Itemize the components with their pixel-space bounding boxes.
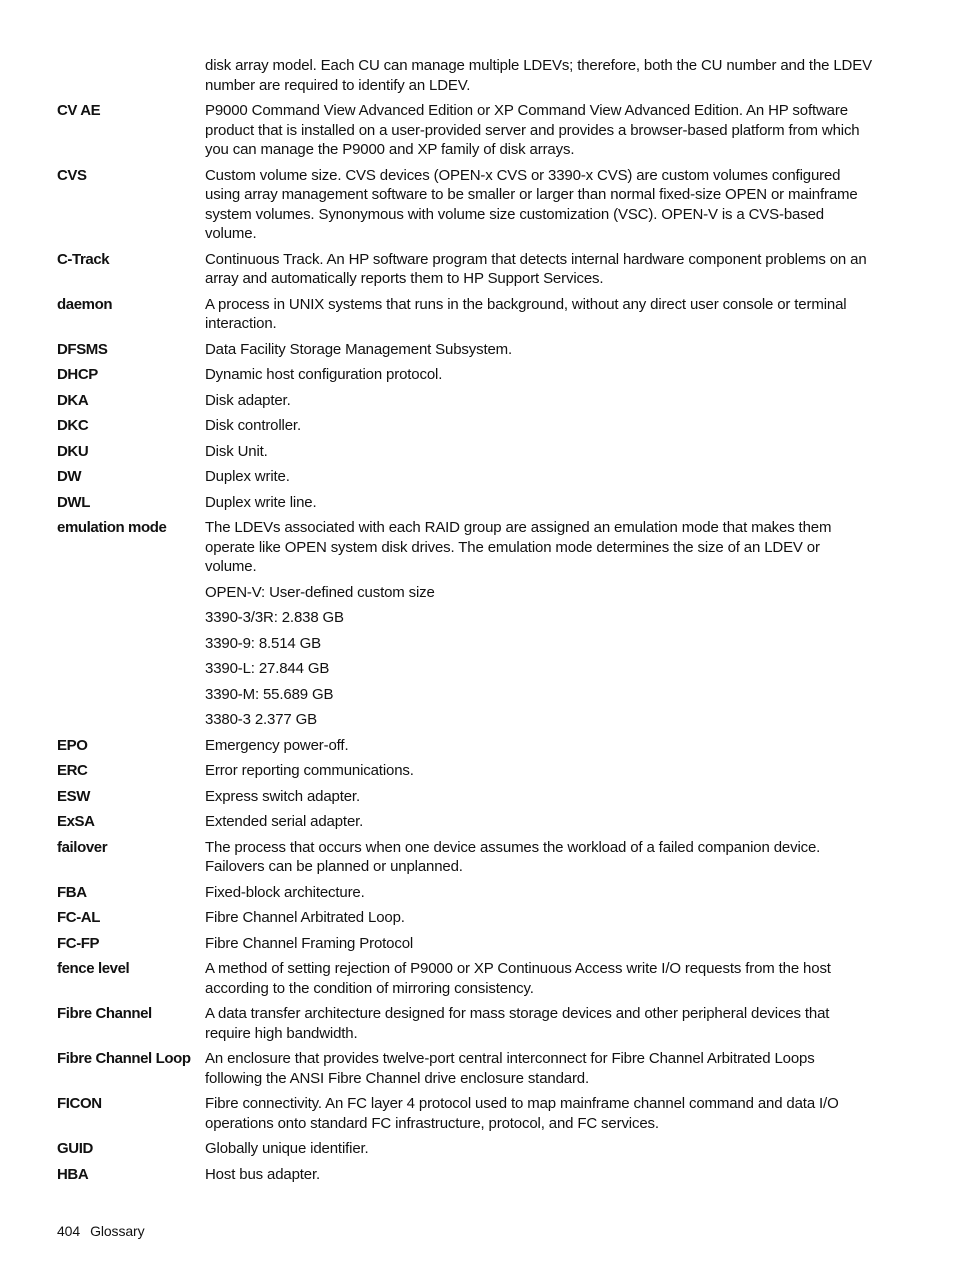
glossary-definition-block <box>205 467 872 487</box>
glossary-definition: Fixed-block architecture. <box>205 883 365 901</box>
glossary-term: DFSMS <box>57 340 108 358</box>
glossary-term: FBA <box>57 883 87 901</box>
glossary-entry <box>57 101 872 160</box>
glossary-entry <box>57 787 872 807</box>
glossary-definition: disk array model. Each CU can manage multiple LDEVs; therefore, both the CU number and the LDEV number are required to identify an LDEV. <box>205 57 872 94</box>
glossary-definition: Dynamic host configuration protocol. <box>205 366 443 383</box>
glossary-definition-block <box>205 908 872 928</box>
glossary-entry <box>57 166 872 244</box>
glossary-entry <box>57 518 872 730</box>
glossary-definition: Fibre Channel Framing Protocol <box>205 934 414 952</box>
glossary-definition: 3390-L: 27.844 GB <box>205 660 330 677</box>
glossary-entry <box>57 365 872 385</box>
glossary-entry <box>57 883 872 903</box>
glossary-definition-block <box>205 250 872 289</box>
glossary-definition: Disk Unit. <box>205 442 268 460</box>
glossary-entry <box>57 908 872 928</box>
glossary-definition-block <box>205 1094 872 1133</box>
glossary-term: DW <box>57 468 82 485</box>
glossary-entry <box>57 959 872 998</box>
glossary-definition-block <box>205 1049 872 1088</box>
glossary-definition: 3390-M: 55.689 GB <box>205 685 334 703</box>
glossary-definition-block <box>205 365 872 385</box>
glossary-definition: 3390-3/3R: 2.838 GB <box>205 609 344 626</box>
glossary-definition: Custom volume size. CVS devices (OPEN-x CVS or 3390-x CVS) are custom volumes configured using array management software to be smaller or larger than normal fixed-size OPEN or mainframe system volumes. Synonymous with volume size customization (VSC). OPEN-V is a CVS-based volume. <box>205 166 858 242</box>
glossary-definition-block <box>205 518 872 730</box>
glossary-definition-block <box>205 166 872 244</box>
glossary-definition: Fibre Channel Arbitrated Loop. <box>205 909 405 926</box>
glossary-term: ESW <box>57 787 90 805</box>
glossary-definition-block <box>205 1139 872 1159</box>
page-number: 404 <box>57 1223 81 1239</box>
glossary-entry <box>57 416 872 436</box>
glossary-term: FC-FP <box>57 934 100 952</box>
glossary-term: ExSA <box>57 813 95 830</box>
glossary-entry <box>57 1139 872 1159</box>
glossary-definition-block <box>205 883 872 903</box>
glossary-definition: Host bus adapter. <box>205 1165 321 1183</box>
glossary-entry <box>57 1094 872 1133</box>
glossary-term: FC-AL <box>57 909 100 926</box>
glossary-definition: The process that occurs when one device assumes the workload of a failed companion device. Failovers can be planned or unplanned. <box>205 838 821 875</box>
glossary-term: emulation mode <box>57 519 167 536</box>
glossary-entry <box>57 736 872 756</box>
glossary-definition-block <box>205 761 872 781</box>
glossary-term: DKU <box>57 442 89 460</box>
glossary-term: daemon <box>57 295 113 313</box>
glossary-definition-block <box>205 56 872 95</box>
glossary-entry <box>57 340 872 360</box>
glossary-definition-block <box>205 493 872 513</box>
glossary-entry <box>57 1165 872 1185</box>
glossary-definition-block <box>205 391 872 411</box>
glossary-term: Fibre Channel <box>57 1005 152 1022</box>
glossary-term: EPO <box>57 736 88 754</box>
glossary-definition: Data Facility Storage Management Subsystem. <box>205 340 513 358</box>
footer-section-title: Glossary <box>90 1223 145 1239</box>
glossary-entry <box>57 1049 872 1088</box>
glossary-definition: Disk adapter. <box>205 391 291 409</box>
glossary-entry <box>57 838 872 877</box>
glossary-definition-block <box>205 959 872 998</box>
glossary-term: DHCP <box>57 366 98 383</box>
glossary-entry <box>57 812 872 832</box>
glossary-entry <box>57 391 872 411</box>
glossary-definition-block <box>205 416 872 436</box>
glossary-entry <box>57 467 872 487</box>
glossary-definition-block <box>205 442 872 462</box>
glossary-definition: A method of setting rejection of P9000 or XP Continuous Access write I/O requests from the host according to the condition of mirroring consistency. <box>205 960 831 997</box>
glossary-definition: P9000 Command View Advanced Edition or XP Command View Advanced Edition. An HP software product that is installed on a user-provided server and provides a browser-based platform from which you can manage the P9000 and XP family of disk arrays. <box>205 102 860 158</box>
glossary-definition-block <box>205 101 872 160</box>
glossary-term <box>57 56 205 76</box>
glossary-term: fence level <box>57 960 130 977</box>
glossary-term: DKC <box>57 417 89 434</box>
glossary-definition-block <box>205 295 872 334</box>
glossary-definition: Duplex write. <box>205 468 290 485</box>
glossary-definition-block <box>205 1004 872 1043</box>
glossary-definition-block <box>205 934 872 954</box>
glossary-term: C-Track <box>57 250 110 268</box>
glossary-entry <box>57 56 872 95</box>
glossary-term: DKA <box>57 391 89 409</box>
page-footer <box>57 1222 145 1240</box>
glossary-term: CVS <box>57 166 87 184</box>
glossary-term: GUID <box>57 1140 93 1157</box>
glossary-definition-block <box>205 812 872 832</box>
glossary-definition-block <box>205 838 872 877</box>
glossary-term: CV AE <box>57 102 101 119</box>
glossary-term: ERC <box>57 762 88 779</box>
glossary-list <box>57 56 872 1190</box>
glossary-entry <box>57 442 872 462</box>
glossary-definition: Error reporting communications. <box>205 762 414 779</box>
glossary-term: Fibre Channel Loop <box>57 1050 191 1067</box>
glossary-entry <box>57 934 872 954</box>
glossary-definition-block <box>205 1165 872 1185</box>
glossary-entry <box>57 493 872 513</box>
glossary-definition: Globally unique identifier. <box>205 1140 369 1157</box>
glossary-definition: An enclosure that provides twelve-port central interconnect for Fibre Channel Arbitrated Loops following the ANSI Fibre Channel drive enclosure standard. <box>205 1050 815 1087</box>
glossary-definition-block <box>205 736 872 756</box>
glossary-definition: 3380-3 2.377 GB <box>205 711 318 728</box>
glossary-definition: Express switch adapter. <box>205 787 360 805</box>
glossary-definition-block <box>205 787 872 807</box>
glossary-entry <box>57 761 872 781</box>
glossary-term: HBA <box>57 1165 89 1183</box>
glossary-definition: Duplex write line. <box>205 493 317 511</box>
glossary-entry <box>57 250 872 289</box>
glossary-term: DWL <box>57 493 90 511</box>
glossary-definition: Continuous Track. An HP software program that detects internal hardware component problems on an array and automatically reports them to HP Support Services. <box>205 250 867 287</box>
glossary-definition: A process in UNIX systems that runs in the background, without any direct user console or terminal interaction. <box>205 295 847 332</box>
glossary-definition: Extended serial adapter. <box>205 813 364 830</box>
glossary-definition: 3390-9: 8.514 GB <box>205 634 322 652</box>
glossary-definition: Emergency power-off. <box>205 736 349 754</box>
glossary-term: FICON <box>57 1095 102 1112</box>
glossary-entry <box>57 1004 872 1043</box>
glossary-entry <box>57 295 872 334</box>
glossary-definition: The LDEVs associated with each RAID group are assigned an emulation mode that makes them operate like OPEN system disk drives. The emulation mode determines the size of an LDEV or volume. <box>205 519 832 575</box>
glossary-definition-block <box>205 340 872 360</box>
glossary-definition: Disk controller. <box>205 417 301 434</box>
glossary-definition: Fibre connectivity. An FC layer 4 protocol used to map mainframe channel command and data I/O operations onto standard FC infrastructure, protocol, and FC services. <box>205 1095 839 1132</box>
glossary-definition: A data transfer architecture designed for mass storage devices and other peripheral devices that require high bandwidth. <box>205 1005 830 1042</box>
glossary-definition: OPEN-V: User-defined custom size <box>205 583 435 601</box>
glossary-term: failover <box>57 838 108 856</box>
